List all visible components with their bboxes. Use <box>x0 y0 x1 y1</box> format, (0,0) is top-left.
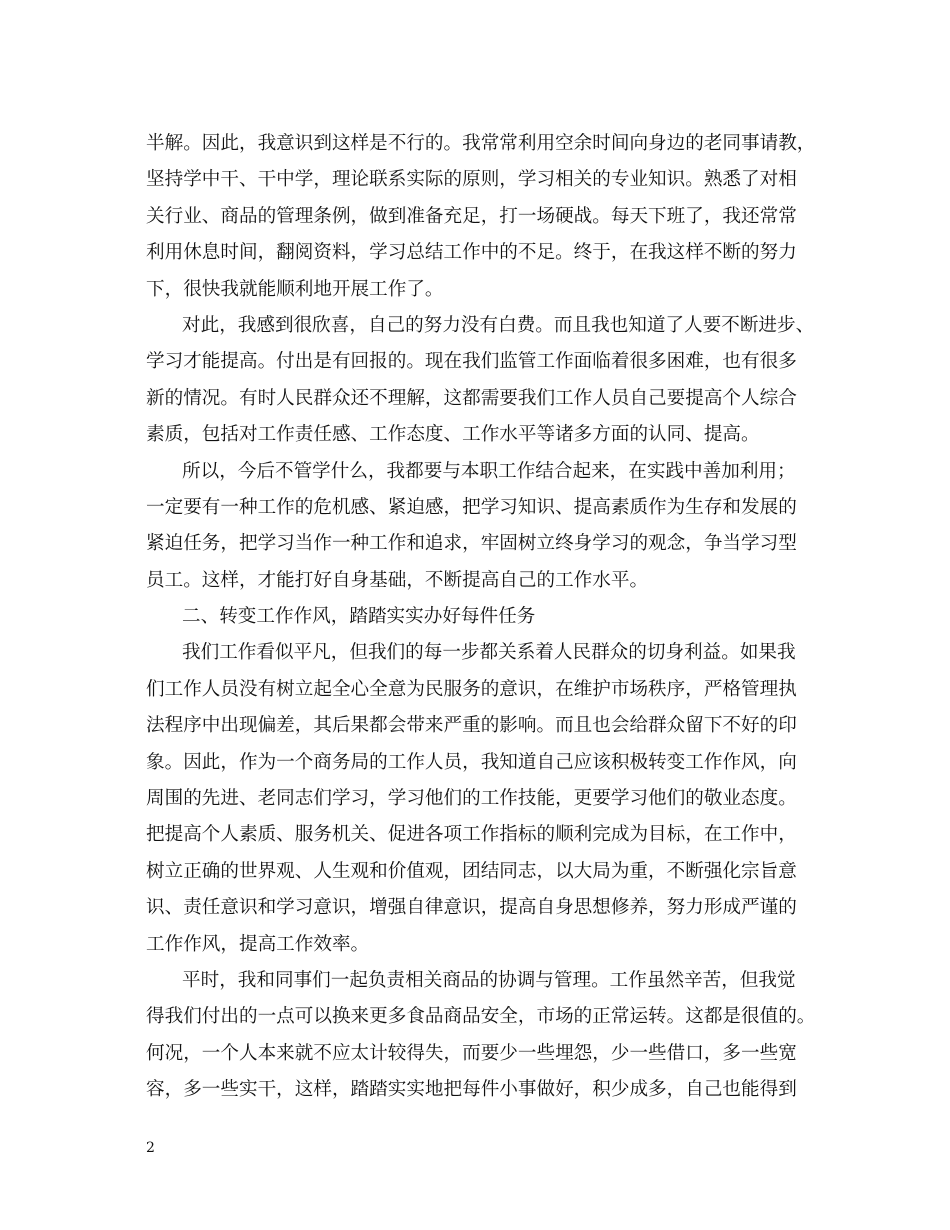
text-line: 学习才能提高。付出是有回报的。现在我们监管工作面临着很多困难，也有很多 <box>146 351 797 373</box>
text-line: 周围的先进、老同志们学习，学习他们的工作技能，更要学习他们的敬业态度。 <box>146 788 797 810</box>
text-line: 紧迫任务，把学习当作一种工作和追求，牢固树立终身学习的观念，争当学习型 <box>146 533 797 555</box>
text-line: 一定要有一种工作的危机感、紧迫感，把学习知识、提高素质作为生存和发展的 <box>146 496 797 518</box>
page-number: 2 <box>146 1140 155 1156</box>
text-line: 何况，一个人本来就不应太计较得失，而要少一些埋怨，少一些借口，多一些宽 <box>146 1042 797 1064</box>
text-line: 我们工作看似平凡，但我们的每一步都关系着人民群众的切身利益。如果我 <box>182 642 796 664</box>
text-line: 树立正确的世界观、人生观和价值观，团结同志，以大局为重，不断强化宗旨意 <box>146 860 797 882</box>
text-line: 坚持学中干、干中学，理论联系实际的原则，学习相关的专业知识。熟悉了对相 <box>146 169 797 191</box>
text-line: 员工。这样，才能打好自身基础，不断提高自己的工作水平。 <box>146 569 649 591</box>
text-line: 容，多一些实干，这样，踏踏实实地把每件小事做好，积少成多，自己也能得到 <box>146 1079 797 1101</box>
text-line: 们工作人员没有树立起全心全意为民服务的意识，在维护市场秩序，严格管理执 <box>146 678 797 700</box>
text-line: 素质，包括对工作责任感、工作态度、工作水平等诸多方面的认同、提高。 <box>146 424 760 446</box>
text-line: 平时，我和同事们一起负责相关商品的协调与管理。工作虽然辛苦，但我觉 <box>182 969 796 991</box>
text-line: 工作作风，提高工作效率。 <box>146 933 370 955</box>
text-line: 把提高个人素质、服务机关、促进各项工作指标的顺利完成为目标，在工作中， <box>146 824 797 846</box>
text-line: 二、转变工作作风，踏踏实实办好每件任务 <box>182 606 536 628</box>
text-line: 新的情况。有时人民群众还不理解，这都需要我们工作人员自己要提高个人综合 <box>146 387 797 409</box>
text-line: 所以，今后不管学什么，我都要与本职工作结合起来，在实践中善加利用； <box>182 460 796 482</box>
text-line: 半解。因此，我意识到这样是不行的。我常常利用空余时间向身边的老同事请教， <box>146 133 816 154</box>
text-line: 识、责任意识和学习意识，增强自律意识，提高自身思想修养，努力形成严谨的 <box>146 897 797 919</box>
text-line: 法程序中出现偏差，其后果都会带来严重的影响。而且也会给群众留下不好的印 <box>146 715 797 737</box>
body-text <box>146 126 816 1109</box>
text-line: 下，很快我就能顺利地开展工作了。 <box>146 278 444 300</box>
text-line: 关行业、商品的管理条例，做到准备充足，打一场硬战。每天下班了，我还常常 <box>146 205 797 227</box>
text-line: 利用休息时间，翻阅资料，学习总结工作中的不足。终于，在我这样不断的努力 <box>146 242 797 264</box>
text-line: 象。因此，作为一个商务局的工作人员，我知道自己应该积极转变工作作风，向 <box>146 751 797 773</box>
text-line: 对此，我感到很欣喜，自己的努力没有白费。而且我也知道了人要不断进步、 <box>182 314 815 336</box>
text-line: 得我们付出的一点可以换来更多食品商品安全，市场的正常运转。这都是很值的。 <box>146 1006 816 1028</box>
